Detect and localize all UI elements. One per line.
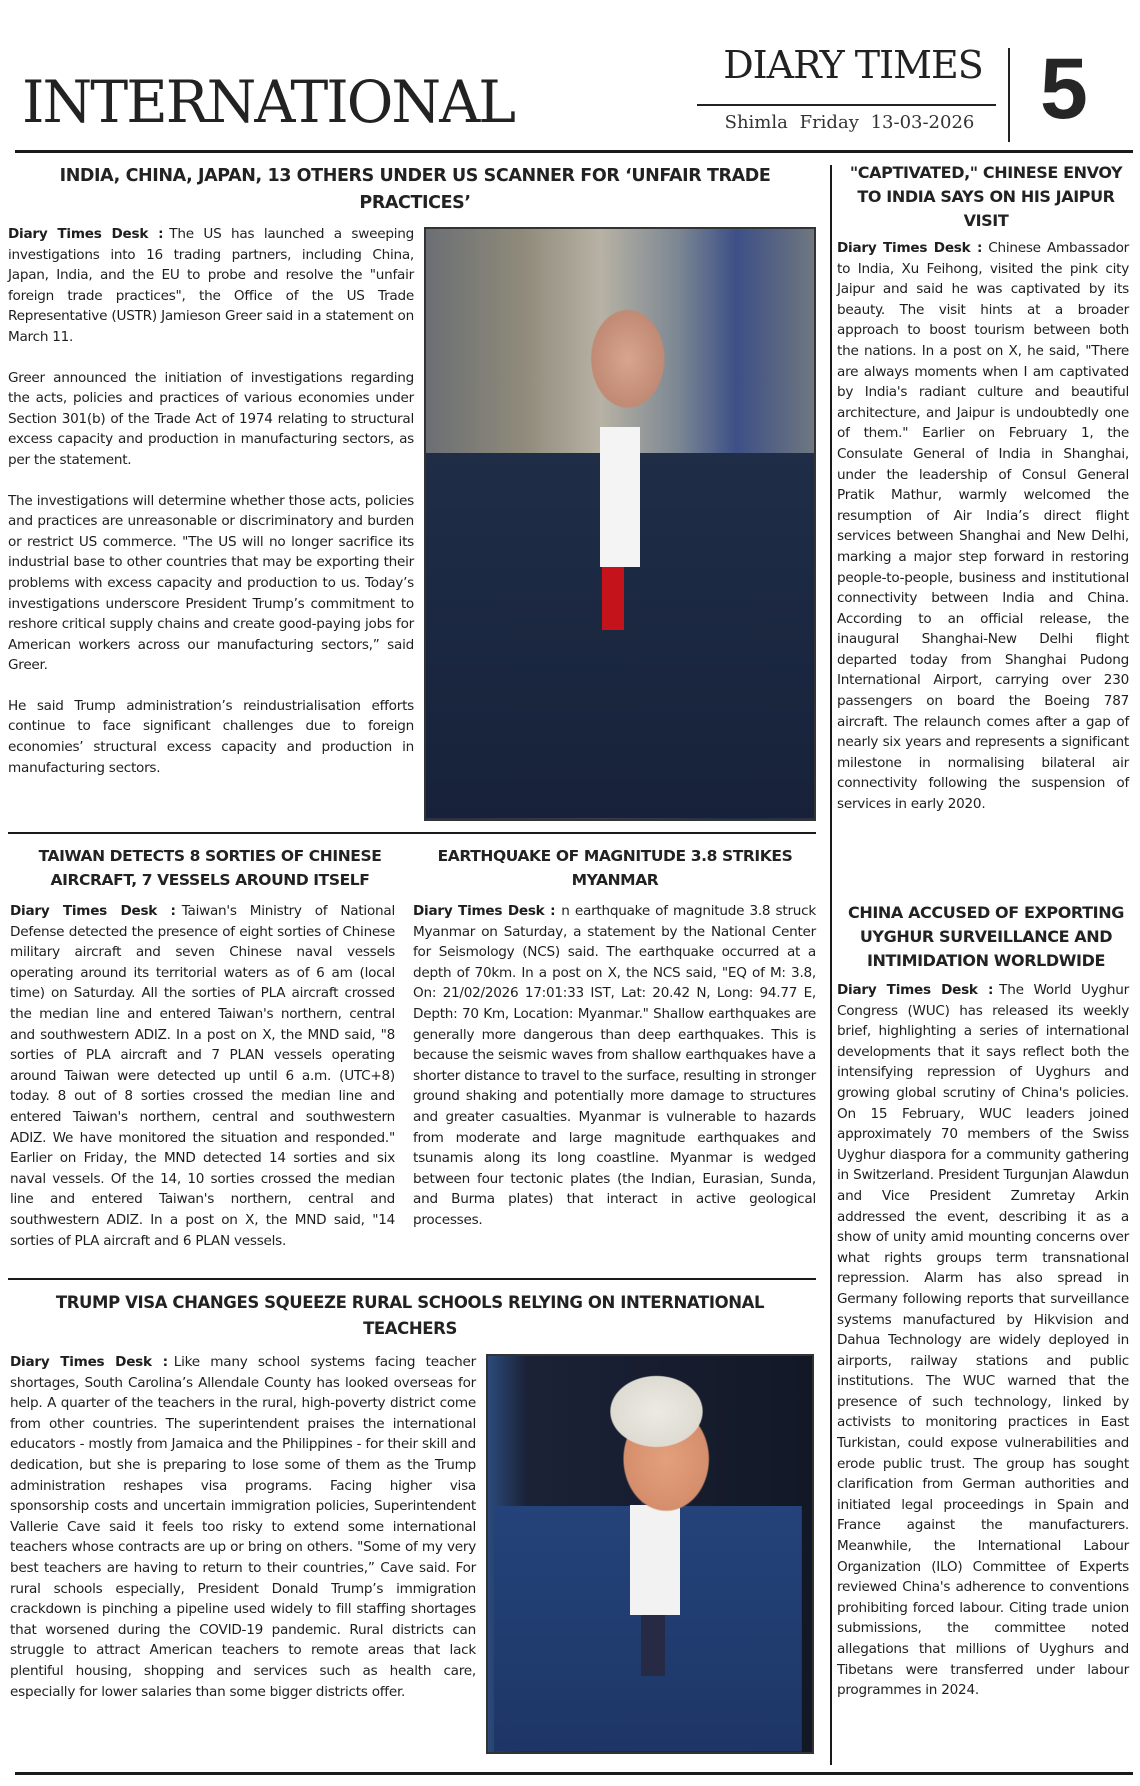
section-title: INTERNATIONAL xyxy=(22,68,515,136)
dateline: Shimla Friday 13-03-2026 xyxy=(724,112,975,133)
paragraph xyxy=(8,224,414,348)
paragraph xyxy=(837,238,1129,815)
paragraph-text: n earthquake of magnitude 3.8 struck Myanmar on Saturday, a statement by the National Center for Seismology (NCS) said. The earthquake occurred at a depth of 70km. In a post on X, the NCS said, "EQ of M: 3.8, On: 21/02/2026 17:01:33 IST, Lat: 20.42 N, Long: 94.77 E, Depth: 70 Km, Location: Myanmar." Shallow earthquakes are generally more dangerous than deep earthquakes. This is because the seismic waves from shallow earthquakes have a shorter distance to travel to the surface, resulting in stronger ground shaking and potentially more damage to structures and greater casualties. Myanmar is vulnerable to hazards from moderate and large magnitude earthquakes and tsunamis along its long coastline. Myanmar is wedged between four tectonic plates (the Indian, Eurasian, Sunda, and Burma plates) that interact in active geological processes. xyxy=(413,903,816,1228)
column-divider xyxy=(830,165,832,1765)
article-earthquake-body xyxy=(413,901,816,1231)
article-envoy-body xyxy=(837,238,1129,815)
masthead-divider xyxy=(1008,48,1010,142)
paragraph: The investigations will determine whether those acts, policies and practices are unreasonable or discriminatory and burden or restrict US commerce. "The US will no longer sacrifice its industrial base to other countries that may be exporting their problems with excess capacity and production to us. Today’s investigations underscore President Trump’s commitment to reshore critical supply chains and create good-paying jobs for American workers across our manufacturing sectors,” said Greer. xyxy=(8,492,414,674)
headline-visa: TRUMP VISA CHANGES SQUEEZE RURAL SCHOOLS RELYING ON INTERNATIONAL TEACHERS xyxy=(55,1293,765,1338)
bottom-rule xyxy=(15,1772,1133,1775)
headline-earthquake: EARTHQUAKE OF MAGNITUDE 3.8 STRIKES MYANMAR xyxy=(437,847,793,889)
paragraph: Greer announced the initiation of investigations regarding the acts, policies and practices of various economies under Section 301(b) of the Trade Act of 1974 relating to structural excess capacity and production in manufacturing sectors, as per the statement. xyxy=(8,369,414,468)
byline: Diary Times Desk : xyxy=(413,903,556,919)
paragraph xyxy=(10,1352,476,1702)
byline: Diary Times Desk : xyxy=(10,903,176,919)
article-visa-body xyxy=(10,1352,476,1702)
paragraph-text: The World Uyghur Congress (WUC) has released its weekly brief, highlighting a series of international developments that it says reflect both the intensifying repression of Uyghurs and growing global scrutiny of China's policies. On 15 February, WUC leaders joined approximately 70 members of the Swiss Uyghur diaspora for a community gathering in Switzerland. President Turgunjan Alawdun and Vice President Zumretay Arkin addressed the event, describing it as a show of unity amid mounting concerns over what rights groups term transnational repression. Alarm has also spread in Germany following reports that surveillance systems manufactured by Hikvision and Dahua Technology are widely deployed in airports, railway stations and public institutions. The WUC warned that the presence of such technology, linked by activists to monitoring practices in East Turkistan, could expose vulnerabilities and erode public trust. The group has sought clarification from German authorities and initiated legal proceedings in Spain and France against the manufacturers. Meanwhile, the International Labour Organization (ILO) Committee of Experts reviewed China's adherence to conventions prohibiting forced labour. Citing trade union submissions, the committee noted allegations that millions of Uyghurs and Tibetans were transferred under labour programmes in 2024. xyxy=(837,982,1130,1699)
section-rule xyxy=(8,1278,816,1280)
photo-greer xyxy=(424,227,816,821)
article-trade-body xyxy=(8,224,414,778)
paragraph xyxy=(10,901,395,1251)
paragraph-text: The US has launched a sweeping investigations into 16 trading partners, including China, Japan, India, and the EU to probe and resolve the "unfair foreign trade practices", the Office of the US Trade Representative (USTR) Jamieson Greer said in a statement on March 11. xyxy=(8,226,415,345)
masthead-rule xyxy=(697,104,996,106)
headline-envoy: "CAPTIVATED," CHINESE ENVOY TO INDIA SAYS ON HIS JAIPUR VISIT xyxy=(849,163,1123,230)
byline: Diary Times Desk : xyxy=(10,1354,168,1370)
photo-trump xyxy=(486,1354,814,1754)
headline-uyghur: CHINA ACCUSED OF EXPORTING UYGHUR SURVEILLANCE AND INTIMIDATION WORLDWIDE xyxy=(848,903,1124,970)
headline-trade: INDIA, CHINA, JAPAN, 13 OTHERS UNDER US SCANNER FOR ‘UNFAIR TRADE PRACTICES’ xyxy=(59,166,771,213)
paragraph xyxy=(413,901,816,1231)
byline: Diary Times Desk : xyxy=(837,240,983,256)
byline: Diary Times Desk : xyxy=(8,226,164,242)
top-rule xyxy=(15,150,1133,153)
page-number: 5 xyxy=(1040,41,1088,137)
photo-caption xyxy=(426,802,814,813)
paper-name: DIARY TIMES xyxy=(723,43,983,87)
paragraph-text: Taiwan's Ministry of National Defense detected the presence of eight sorties of Chinese military aircraft and seven Chinese naval vessels operating around its territorial waters as of 6 am (local time) on Saturday. All the sorties of PLA aircraft crossed the median line and entered Taiwan's northern, central and southwestern ADIZ. In a post on X, the MND said, "8 sorties of PLA aircraft and 7 PLAN vessels operating around Taiwan were detected up until 6 a.m. (UTC+8) today. 8 out of 8 sorties crossed the median line and entered Taiwan's northern, central and southwestern ADIZ. We have monitored the situation and responded." Earlier on Friday, the MND detected 14 sorties and six naval vessels. Of the 14, 10 sorties crossed the median line and entered Taiwan's northern, central and southwestern ADIZ. In a post on X, the MND said, "14 sorties of PLA aircraft and 6 PLAN vessels. xyxy=(10,903,395,1249)
paragraph-text: Like many school systems facing teacher shortages, South Carolina’s Allendale County has looked overseas for help. A quarter of the teachers in the rural, high-poverty district come from other countries. The superintendent praises the international educators - mostly from Jamaica and the Philippines - for their skill and dedication, but she is preparing to lose some of them as the Trump administration reshapes visa programs. Facing higher visa sponsorship costs and uncertain immigration policies, Superintendent Vallerie Cave said it feels too risky to extend some international teachers whose contracts are up or bring on others. "Some of my very best teachers are having to return to their countries,” Cave said. For rural schools especially, President Donald Trump’s immigration crackdown is pinching a pipeline used widely to fill staffing shortages that worsened during the COVID-19 pandemic. Rural districts can struggle to attract American teachers to remote areas that lack plentiful housing, shopping and services such as health care, especially for lower salaries than some bigger districts offer. xyxy=(10,1354,476,1700)
paragraph xyxy=(837,980,1129,1701)
byline: Diary Times Desk : xyxy=(837,982,994,998)
section-rule xyxy=(8,832,816,834)
headline-taiwan: TAIWAN DETECTS 8 SORTIES OF CHINESE AIRCRAFT, 7 VESSELS AROUND ITSELF xyxy=(38,847,382,889)
article-uyghur-body xyxy=(837,980,1129,1701)
paragraph-text: Chinese Ambassador to India, Xu Feihong, visited the pink city Jaipur and said he was captivated by its beauty. The visit hints at a broader approach to boost tourism between both the nations. In a post on X, he said, "There are always moments when I am captivated by India's radiant culture and beautiful architecture, and Jaipur is undoubtedly one of them." Earlier on February 1, the Consulate General of India in Shanghai, under the leadership of Consul General Pratik Mathur, warmly welcomed the resumption of Air India’s direct flight services between Shanghai and New Delhi, marking a major step forward in restoring people-to-people, business and institutional connectivity between India and China. According to an official release, the inaugural Shanghai-New Delhi flight departed today from Shanghai Pudong International Airport, carrying over 230 passengers on board the Boeing 787 aircraft. The relaunch comes after a gap of nearly six years and represents a significant milestone in normalising bilateral air connectivity following the suspension of services in early 2020. xyxy=(837,240,1129,813)
paragraph: He said Trump administration’s reindustrialisation efforts continue to face significant challenges due to foreign economies’ structural excess capacity and production in manufacturing sectors. xyxy=(8,697,414,776)
article-taiwan-body xyxy=(10,901,395,1251)
photo-caption xyxy=(488,1735,812,1746)
